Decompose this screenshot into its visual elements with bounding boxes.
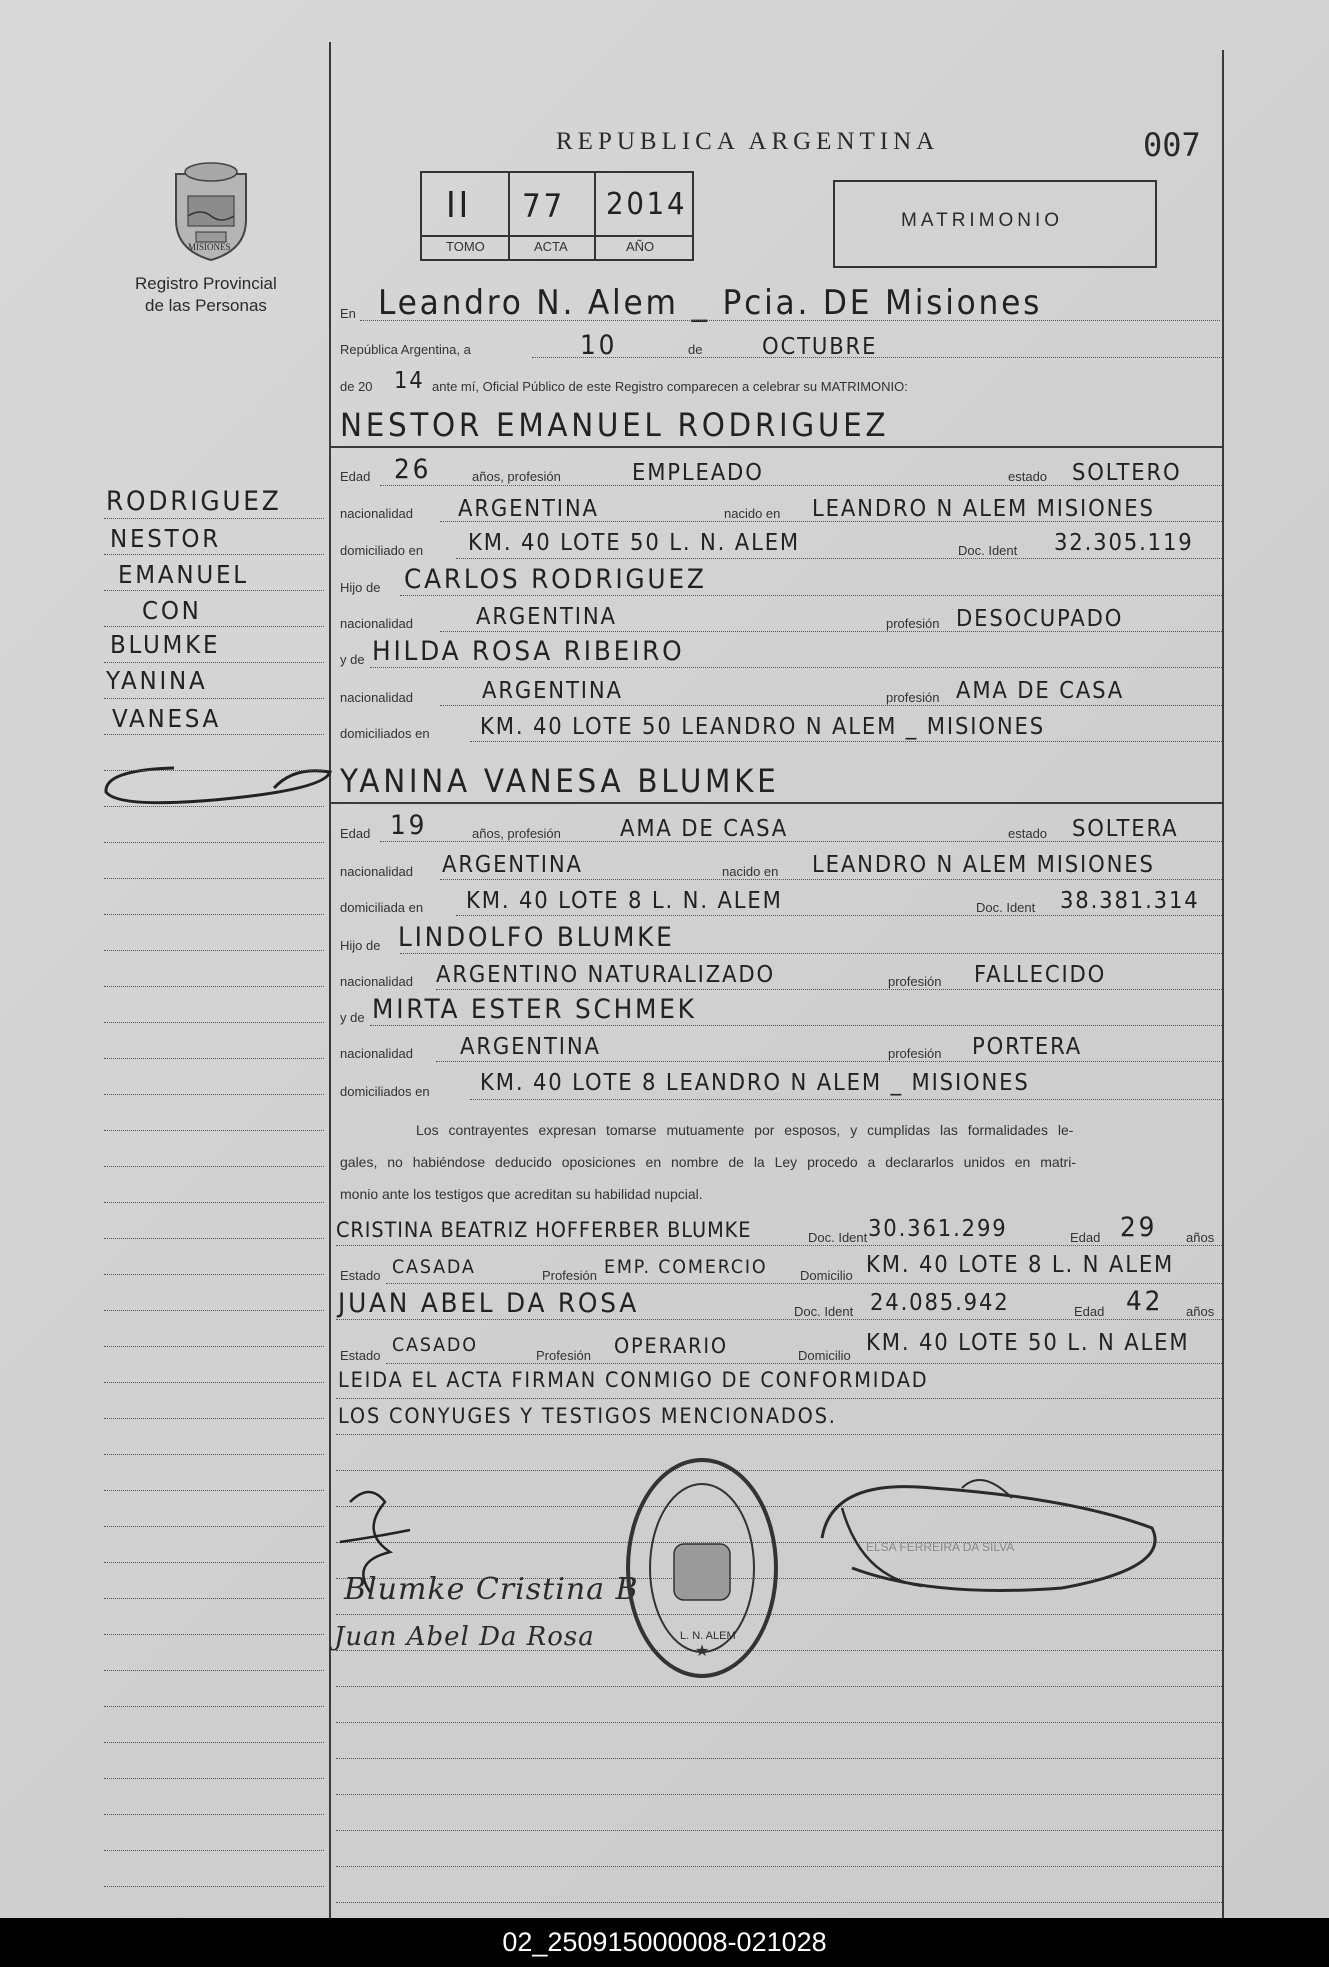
witness2-estado-label: Estado (340, 1348, 381, 1363)
registry-name-line2: de las Personas (145, 296, 267, 315)
bride-address: KM. 40 LOTE 8 L. N. ALEM (466, 888, 783, 914)
groom-father-prof-label: profesión (886, 616, 940, 631)
de-label: de (688, 342, 703, 357)
marriage-place: Leandro N. Alem _ Pcia. DE Misiones (378, 283, 1043, 323)
bride-father-prof-label: profesión (888, 974, 942, 989)
svg-text:★: ★ (694, 1643, 710, 1660)
bride-estado: SOLTERA (1072, 816, 1179, 842)
bride-nat-label: nacionalidad (340, 864, 414, 879)
witness1-profession: EMP. COMERCIO (604, 1256, 768, 1278)
witness2-age: 42 (1126, 1286, 1164, 1317)
bride-father-profession: FALLECIDO (974, 962, 1107, 988)
margin-name-5: BLUMKE (110, 630, 221, 659)
margin-name-3: EMANUEL (118, 560, 249, 589)
groom-mother-nationality: ARGENTINA (482, 678, 623, 704)
witness1-dom-label: Domicilio (800, 1268, 853, 1283)
witness2-signature: Juan Abel Da Rosa (334, 1622, 595, 1652)
witness1-edad-label: Edad (1070, 1230, 1101, 1245)
witness2-doc-label: Doc. Ident (794, 1304, 854, 1319)
bride-yde-label: y de (340, 1010, 365, 1025)
year-prefix: de 20 (340, 379, 373, 394)
right-page-border (1222, 50, 1224, 1918)
groom-doc-number: 32.305.119 (1054, 530, 1194, 556)
groom-nat-label: nacionalidad (340, 506, 414, 521)
officer-signature-mark (812, 1468, 1172, 1608)
bride-parents-dom-label: domiciliados en (340, 1084, 430, 1099)
margin-name-7: VANESA (112, 704, 222, 733)
witness2-anos-label: años (1186, 1304, 1215, 1319)
bride-birthplace: LEANDRO N ALEM MISIONES (812, 852, 1155, 878)
bride-parents-address: KM. 40 LOTE 8 LEANDRO N ALEM _ MISIONES (480, 1070, 1030, 1096)
bride-age: 19 (390, 810, 428, 841)
witness1-signature: Blumke Cristina B (344, 1572, 639, 1607)
groom-mother-nat-label: nacionalidad (340, 690, 414, 705)
witness2-profession: OPERARIO (614, 1334, 728, 1358)
groom-address: KM. 40 LOTE 50 L. N. ALEM (468, 530, 801, 556)
groom-profession: EMPLEADO (632, 460, 764, 486)
margin-name-4: CON (142, 596, 202, 625)
groom-doc-label: Doc. Ident (958, 543, 1018, 558)
witness1-prof-label: Profesión (542, 1268, 597, 1283)
bride-mother: MIRTA ESTER SCHMEK (372, 994, 697, 1025)
groom-father-nationality: ARGENTINA (476, 604, 617, 630)
republic-heading: REPUBLICA ARGENTINA (556, 128, 940, 155)
tomo-label: TOMO (446, 239, 485, 254)
bride-doc-number: 38.381.314 (1060, 888, 1200, 914)
witness2-prof-label: Profesión (536, 1348, 591, 1363)
bride-doc-label: Doc. Ident (976, 900, 1036, 915)
bride-full-name: YANINA VANESA BLUMKE (340, 762, 780, 800)
witness1-estado: CASADA (392, 1256, 476, 1278)
republic-date-label: República Argentina, a (340, 342, 471, 357)
bride-estado-label: estado (1008, 826, 1048, 841)
groom-nacido-label: nacido en (724, 506, 781, 521)
en-label: En (340, 306, 356, 321)
witness1-doc-label: Doc. Ident (808, 1230, 868, 1245)
bride-mother-nationality: ARGENTINA (460, 1034, 601, 1060)
bride-mother-nat-label: nacionalidad (340, 1046, 414, 1061)
bride-mother-prof-label: profesión (888, 1046, 942, 1061)
acta-label: ACTA (534, 239, 568, 254)
groom-estado: SOLTERO (1072, 460, 1182, 486)
margin-name-2: NESTOR (110, 524, 222, 553)
bride-hijo-label: Hijo de (340, 938, 381, 953)
margin-name-6: YANINA (106, 666, 208, 695)
groom-birthplace: LEANDRO N ALEM MISIONES (812, 496, 1155, 522)
groom-edad-label: Edad (340, 469, 371, 484)
intro-text: ante mí, Oficial Público de este Registro comparecen a celebrar su MATRIMONIO: (432, 379, 908, 394)
groom-full-name: NESTOR EMANUEL RODRIGUEZ (340, 406, 890, 444)
groom-age: 26 (394, 454, 432, 485)
closing-line-2: LOS CONYUGES Y TESTIGOS MENCIONADOS. (338, 1404, 837, 1428)
groom-nationality: ARGENTINA (458, 496, 599, 522)
groom-anos-label: años, profesión (472, 469, 561, 484)
bride-father: LINDOLFO BLUMKE (398, 922, 675, 953)
witness2-dom-label: Domicilio (798, 1348, 851, 1363)
tomo-value: II (446, 185, 472, 226)
groom-mother-profession: AMA DE CASA (956, 678, 1125, 704)
marriage-year-suffix: 14 (394, 368, 425, 394)
witness1-estado-label: Estado (340, 1268, 381, 1283)
bride-dom-label: domiciliada en (340, 900, 424, 915)
act-type-box (833, 180, 1157, 268)
witness2-doc-number: 24.085.942 (870, 1290, 1010, 1316)
closing-line-1: LEIDA EL ACTA FIRMAN CONMIGO DE CONFORMIDAD (338, 1368, 929, 1392)
marriage-month: OCTUBRE (762, 334, 878, 360)
groom-yde-label: y de (340, 652, 365, 667)
act-reference-table (420, 171, 694, 261)
witness2-estado: CASADO (392, 1334, 478, 1356)
declaration-line-2: gales, no habiéndose deducido oposiciones en nombre de la Ley procedo a declararlos unidos en matri- (340, 1154, 1076, 1170)
witness2-edad-label: Edad (1074, 1304, 1105, 1319)
witness1-anos-label: años (1186, 1230, 1215, 1245)
groom-mother: HILDA ROSA RIBEIRO (372, 636, 685, 667)
groom-father: CARLOS RODRIGUEZ (404, 564, 707, 595)
act-type-label: MATRIMONIO (901, 210, 1064, 231)
declaration-line-3: monio ante los testigos que acreditan su habilidad nupcial. (340, 1186, 703, 1202)
bride-profession: AMA DE CASA (620, 816, 789, 842)
witness2-name: JUAN ABEL DA ROSA (338, 1288, 639, 1319)
folio-number: 007 (1143, 126, 1201, 164)
file-id-footer: 02_250915000008-021028 (0, 1918, 1329, 1967)
groom-father-profession: DESOCUPADO (956, 606, 1124, 632)
bride-nationality: ARGENTINA (442, 852, 583, 878)
groom-estado-label: estado (1008, 469, 1048, 484)
witness1-name: CRISTINA BEATRIZ HOFFERBER BLUMKE (336, 1218, 752, 1242)
registry-name-line1: Registro Provincial (135, 274, 277, 293)
bride-anos-label: años, profesión (472, 826, 561, 841)
acta-value: 77 (522, 187, 565, 225)
witness2-address: KM. 40 LOTE 50 L. N ALEM (866, 1330, 1190, 1356)
declaration-line-1: Los contrayentes expresan tomarse mutuamente por esposos, y cumplidas las formalidades le- (416, 1122, 1074, 1138)
witness1-doc-number: 30.361.299 (868, 1216, 1008, 1242)
witness1-address: KM. 40 LOTE 8 L. N ALEM (866, 1252, 1175, 1278)
groom-section-divider (329, 446, 1222, 448)
left-column-border (329, 42, 331, 1918)
bride-section-divider (329, 802, 1222, 804)
bride-nacido-label: nacido en (722, 864, 779, 879)
groom-hijo-label: Hijo de (340, 580, 381, 595)
groom-dom-label: domiciliado en (340, 543, 424, 558)
witness1-age: 29 (1120, 1212, 1158, 1243)
bride-edad-label: Edad (340, 826, 371, 841)
bride-father-nationality: ARGENTINO NATURALIZADO (436, 962, 775, 988)
marriage-day: 10 (580, 330, 618, 361)
margin-name-1: RODRIGUEZ (106, 486, 282, 517)
ano-value: 2014 (606, 187, 688, 222)
groom-parents-dom-label: domiciliados en (340, 726, 430, 741)
stamp-center-text: L. N. ALEM (680, 1630, 736, 1642)
ano-label: AÑO (626, 239, 655, 254)
seal-label: MISIONES (188, 242, 231, 252)
groom-father-nat-label: nacionalidad (340, 616, 414, 631)
bride-father-nat-label: nacionalidad (340, 974, 414, 989)
groom-mother-prof-label: profesión (886, 690, 940, 705)
registry-stamp-icon (624, 1456, 780, 1680)
bride-mother-profession: PORTERA (972, 1034, 1083, 1060)
margin-closing-stroke (94, 758, 338, 818)
officer-stamp-text: ELSA FERREIRA DA SILVA (866, 1540, 1015, 1554)
groom-parents-address: KM. 40 LOTE 50 LEANDRO N ALEM _ MISIONES (480, 714, 1045, 740)
